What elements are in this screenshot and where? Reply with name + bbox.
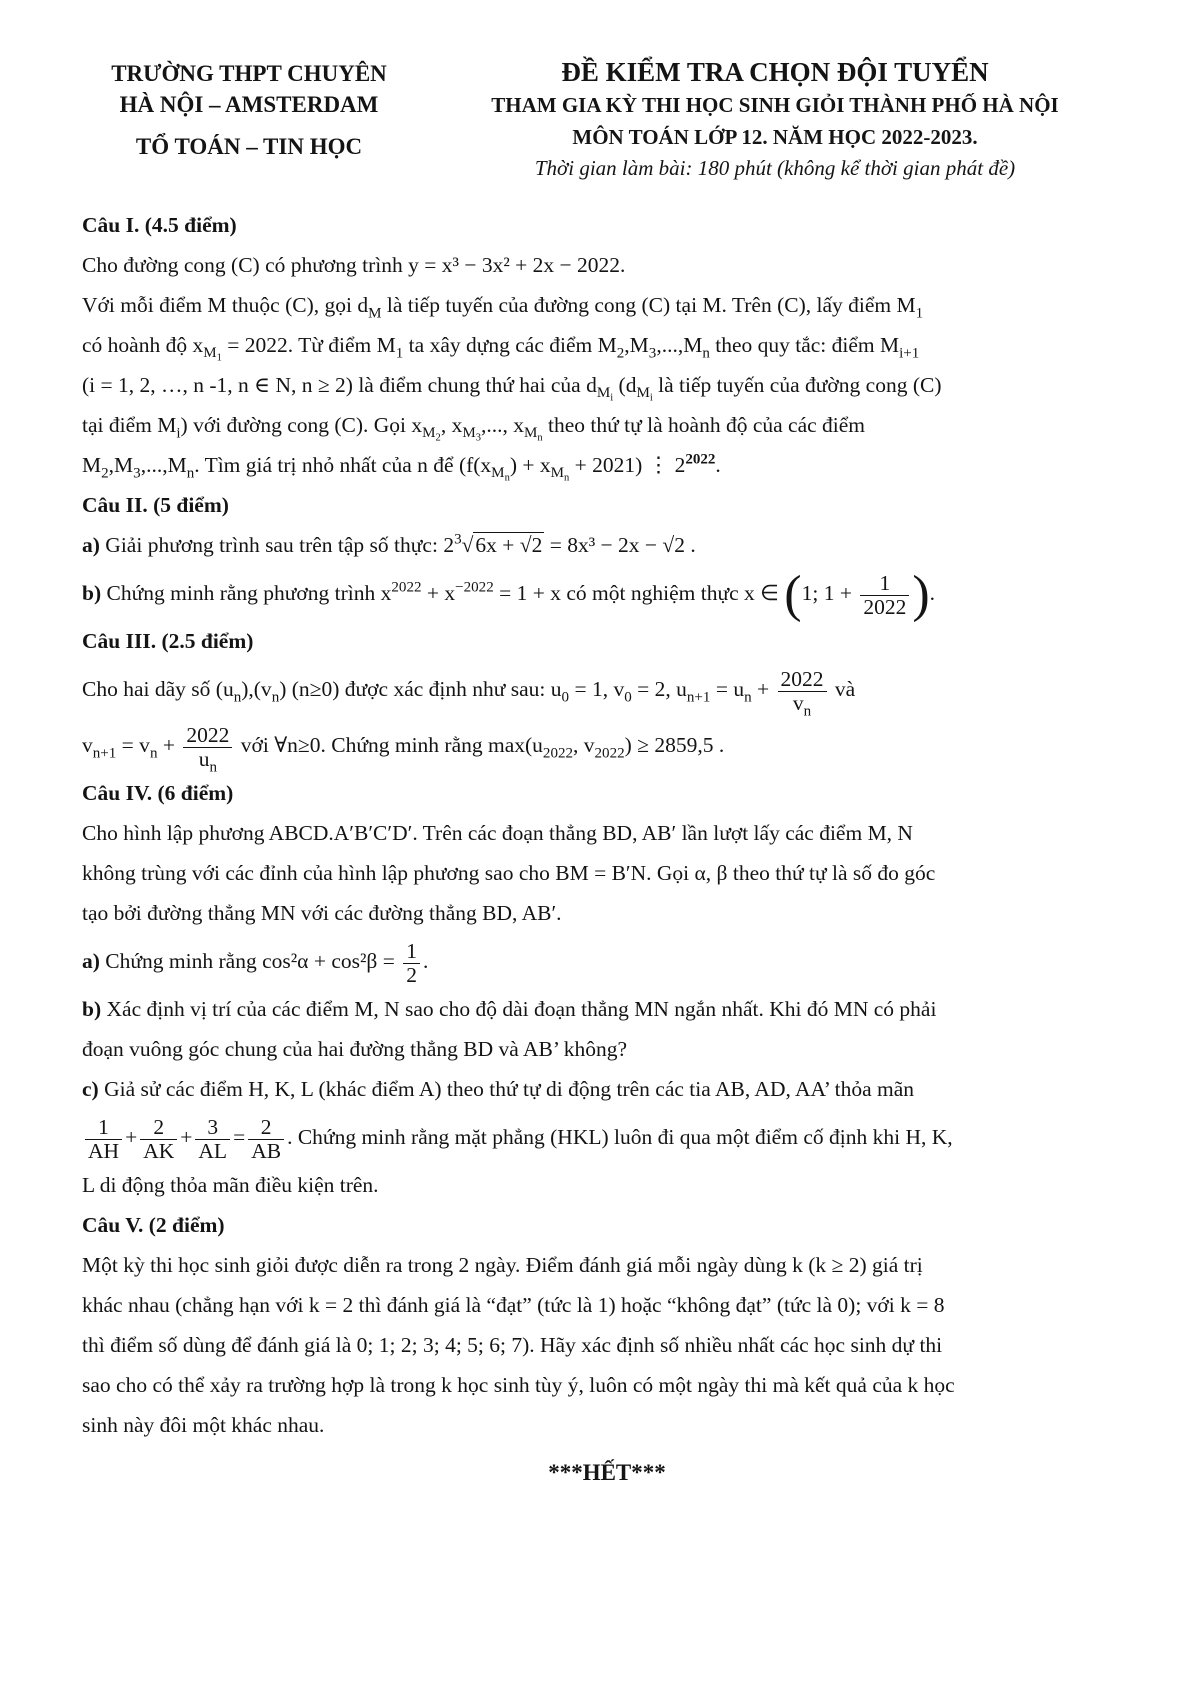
- question-4-part-b-line1: b) Xác định vị trí của các điểm M, N sao cho độ dài đoạn thẳng MN ngắn nhất. Khi đó MN có phải: [82, 997, 937, 1021]
- question-1-line1: Cho đường cong (C) có phương trình y = x³ − 3x² + 2x − 2022.: [82, 253, 626, 277]
- exam-subtitle: THAM GIA KỲ THI HỌC SINH GIỎI THÀNH PHỐ HÀ NỘI: [491, 93, 1059, 117]
- question-2-heading: Câu II. (5 điểm): [82, 493, 229, 517]
- question-4-intro-line3: tạo bởi đường thẳng MN với các đường thẳng BD, AB′.: [82, 901, 562, 925]
- question-5-line3: thì điểm số dùng để đánh giá là 0; 1; 2; 3; 4; 5; 6; 7). Hãy xác định số nhiều nhất các học sinh dự thi: [82, 1333, 943, 1357]
- question-4-part-b-line2: đoạn vuông góc chung của hai đường thẳng BD và AB’ không?: [82, 1037, 628, 1061]
- question-5-line2: khác nhau (chẳng hạn với k = 2 thì đánh giá là “đạt” (tức là 1) hoặc “không đạt” (tức là 0); với k = 8: [82, 1293, 945, 1317]
- school-name-line2: HÀ NỘI – AMSTERDAM: [119, 92, 379, 117]
- question-4-part-c-line1: c) Giả sử các điểm H, K, L (khác điểm A) theo thứ tự di động trên các tia AB, AD, AA’ thỏa mãn: [82, 1077, 915, 1101]
- exam-subject: MÔN TOÁN LỚP 12. NĂM HỌC 2022-2023.: [572, 125, 978, 149]
- end-marker: ***HẾT***: [548, 1460, 666, 1485]
- question-1-line5: tại điểm $M_i$) với đường cong (C). Gọi $x_{M_2}$, $x_{M_3}$,..., $x_{M_n}$ theo thứ tự là hoành độ của các điểm: [82, 413, 866, 444]
- question-1-line6: $M_2,M_3,...,M_n$. Tìm giá trị nhỏ nhất của n để $(f(x_{M_n}) + x_{M_n} + 2021)$ ⋮ $2^{2022}$.: [82, 451, 721, 484]
- exam-time: Thời gian làm bài: 180 phút (không kể thời gian phát đề): [534, 156, 1016, 180]
- question-2-part-b: b) Chứng minh rằng phương trình $x^{2022} + x^{-2022} = 1 + x$ có một nghiệm thực x ∈ (1; 1 + $\frac{1}{2022}$ ).: [82, 566, 936, 624]
- question-4-intro-line1: Cho hình lập phương ABCD.A′B′C′D′. Trên các đoạn thẳng BD, AB′ lần lượt lấy các điểm M, N: [82, 821, 913, 845]
- question-4-heading: Câu IV. (6 điểm): [82, 781, 234, 805]
- question-4-intro-line2: không trùng với các đỉnh của hình lập phương sao cho BM = B′N. Gọi α, β theo thứ tự là số đo góc: [82, 861, 936, 885]
- question-5-line5: sinh này đôi một khác nhau.: [82, 1413, 325, 1437]
- question-1-line4: (i = 1, 2, …, n -1, n ∈ N, n ≥ 2) là điểm chung thứ hai của $d_{M_i}$ ($d_{M_i}$ là tiếp tuyến của đường cong (C): [82, 373, 942, 404]
- question-3-line1: Cho hai dãy số $(u_n),(v_n)$ (n≥0) được xác định như sau: $u_0 = 1$, $v_0 = 2$, $u_{n+1} = u_n$ + $\frac{2022}{v_n}$ và: [82, 667, 856, 719]
- school-name-line1: TRƯỜNG THPT CHUYÊN: [111, 61, 387, 86]
- school-header: [84, 58, 414, 162]
- exam-header: [425, 56, 1125, 183]
- question-5-heading: Câu V. (2 điểm): [82, 1213, 225, 1237]
- question-1-line2: Với mỗi điểm M thuộc (C), gọi $d_M$ là tiếp tuyến của đường cong (C) tại M. Trên (C), lấy điểm $M_1$: [82, 293, 924, 322]
- question-1-line3: có hoành độ $x_{M_1} = 2022$. Từ điểm $M_1$ ta xây dựng các điểm $M_2,M_3,...,M_n$ theo quy tắc: điểm $M_{i+1}$: [82, 333, 920, 364]
- question-3-line2: $v_{n+1} = v_n$ + $\frac{2022}{u_n}$ với ∀n≥0. Chứng minh rằng $\max(u_{2022}$, $v_{2022}) \ge 2859,5$ .: [82, 723, 725, 775]
- question-1-heading: Câu I. (4.5 điểm): [82, 213, 237, 237]
- question-4-part-c-line3: L di động thỏa mãn điều kiện trên.: [82, 1173, 379, 1197]
- exam-title: ĐỀ KIỂM TRA CHỌN ĐỘI TUYỂN: [561, 57, 989, 87]
- department-name: TỔ TOÁN – TIN HỌC: [135, 134, 363, 159]
- question-2-part-a: a) Giải phương trình sau trên tập số thực: $2^3√6x + √2 = 8x^3 - 2x - √2$ .: [82, 531, 696, 557]
- question-5-line1: Một kỳ thi học sinh giỏi được diễn ra trong 2 ngày. Điểm đánh giá mỗi ngày dùng k (k ≥ 2) giá trị: [82, 1253, 923, 1277]
- exam-body: [82, 205, 1132, 1493]
- question-5-line4: sao cho có thể xảy ra trường hợp là trong k học sinh tùy ý, luôn có một ngày thi mà kết quả của k học: [82, 1373, 955, 1397]
- question-4-part-a: a) Chứng minh rằng cos²α + cos²β = $\frac{1}{2}$ .: [82, 939, 429, 987]
- question-3-heading: Câu III. (2.5 điểm): [82, 629, 254, 653]
- question-4-part-c-line2: $\frac{1}{AH}$ + $\frac{2}{AK}$ + $\frac{3}{AL}$ = $\frac{2}{AB}$ . Chứng minh rằng mặt phẳng (HKL) luôn đi qua một điểm cố định khi H, K,: [82, 1109, 1132, 1165]
